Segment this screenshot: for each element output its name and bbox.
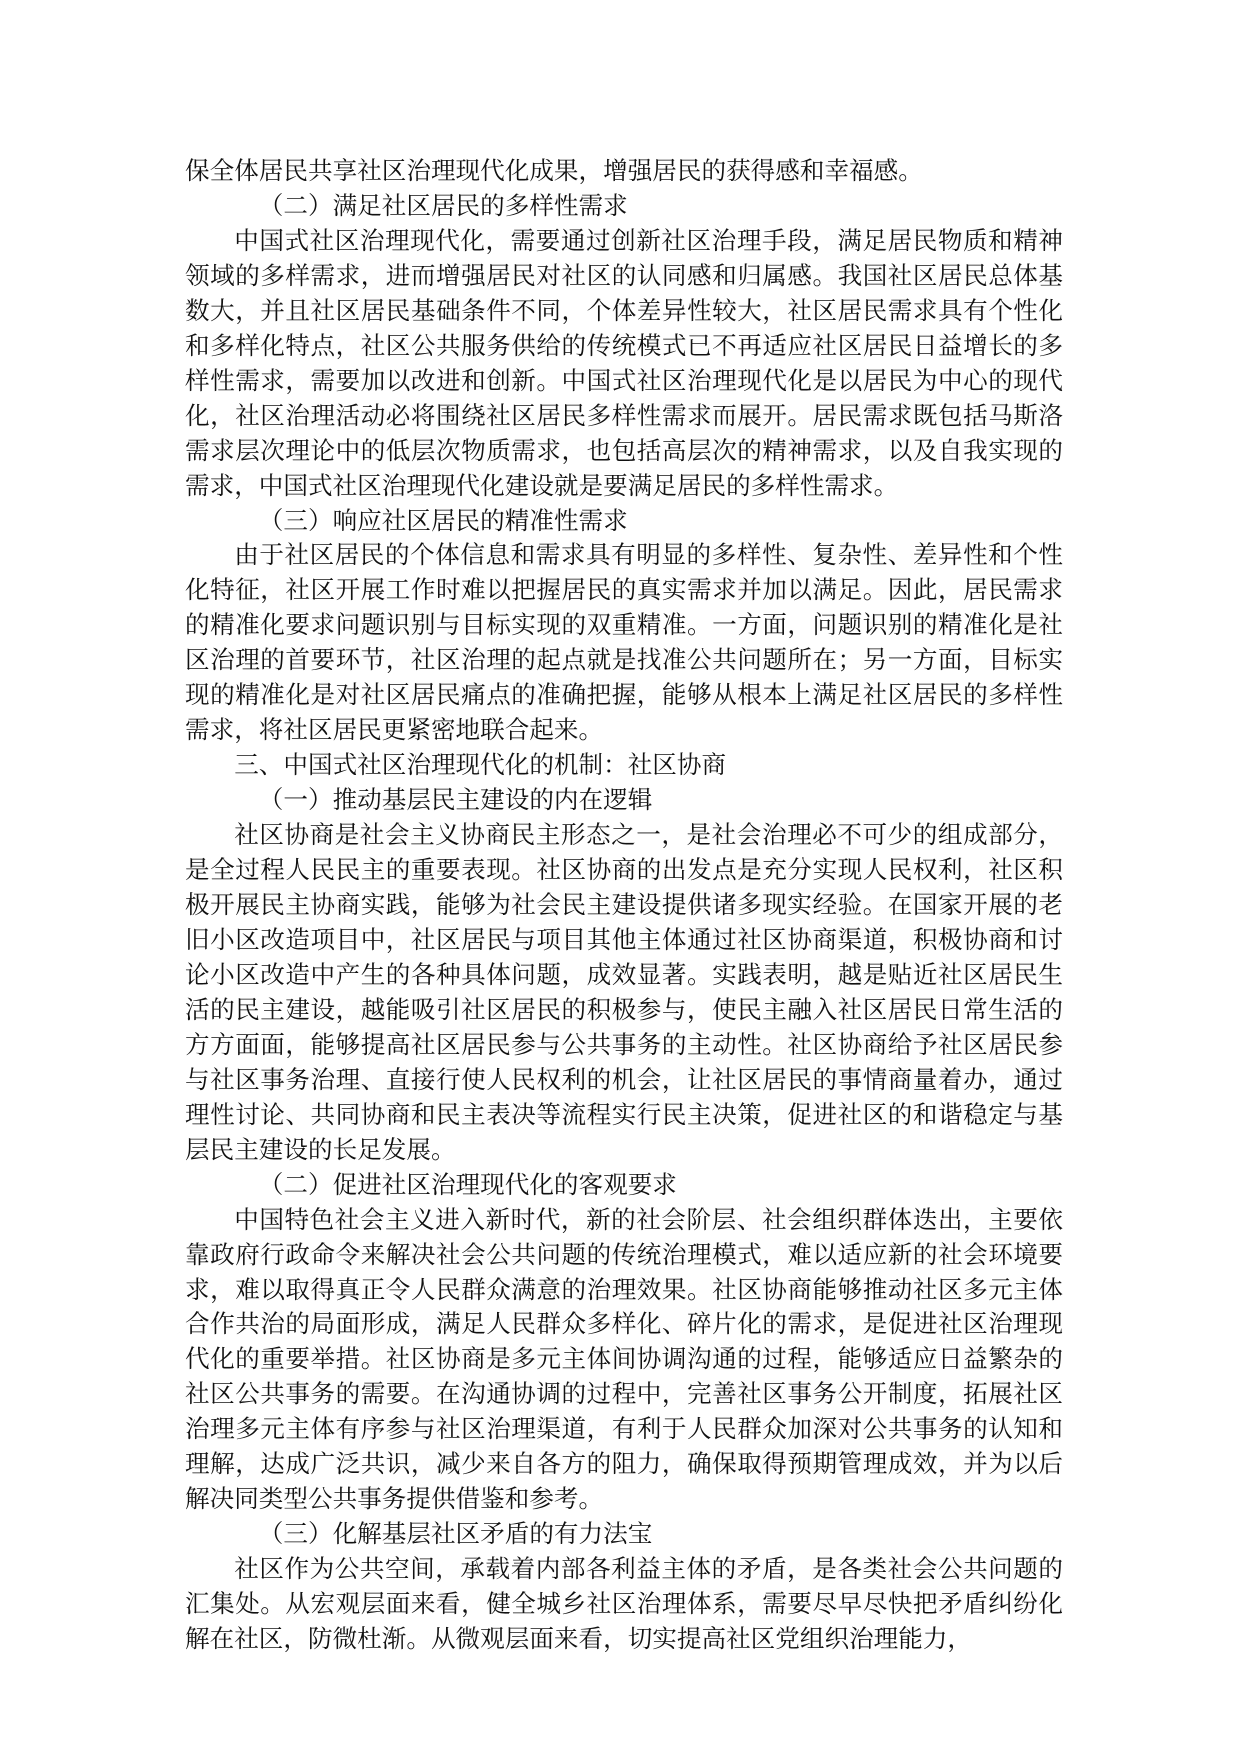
body-paragraph: 中国式社区治理现代化，需要通过创新社区治理手段，满足居民物质和精神领域的多样需求，进而增强居民对社区的认同感和归属感。我国社区居民总体基数大，并且社区居民基础条件不同，个体差异性较大，社区居民需求具有个性化和多样化特点，社区公共服务供给的传统模式已不再适应社区居民日益增长的多样性需求，需要加以改进和创新。中国式社区治理现代化是以居民为中心的现代化，社区治理活动必将围绕社区居民多样性需求而展开。居民需求既包括马斯洛需求层次理论中的低层次物质需求，也包括高层次的精神需求，以及自我实现的需求，中国式社区治理现代化建设就是要满足居民的多样性需求。 (185, 225, 1063, 500)
body-paragraph: 社区作为公共空间，承载着内部各利益主体的矛盾，是各类社会公共问题的汇集处。从宏观层面来看，健全城乡社区治理体系，需要尽早尽快把矛盾纠纷化解在社区，防微杜渐。从微观层面来看，切实提高社区党组织治理能力， (185, 1554, 1063, 1654)
section-heading-3-3: （三）化解基层社区矛盾的有力法宝 (258, 1519, 653, 1549)
section-heading-2-2: （二）满足社区居民的多样性需求 (258, 190, 628, 220)
body-paragraph: 中国特色社会主义进入新时代，新的社会阶层、社会组织群体迭出，主要依靠政府行政命令来解决社会公共问题的传统治理模式，难以适应新的社会环境要求，难以取得真正令人民群众满意的治理效果。社区协商能够推动社区多元主体合作共治的局面形成，满足人民群众多样化、碎片化的需求，是促进社区治理现代化的重要举措。社区协商是多元主体间协调沟通的过程，能够适应日益繁杂的社区公共事务的需要。在沟通协调的过程中，完善社区事务公开制度，拓展社区治理多元主体有序参与社区治理渠道，有利于人民群众加深对公共事务的认知和理解，达成广泛共识，减少来自各方的阻力，确保取得预期管理成效，并为以后解决同类型公共事务提供借鉴和参考。 (185, 1204, 1063, 1514)
continuation-paragraph: 保全体居民共享社区治理现代化成果，增强居民的获得感和幸福感。 (185, 156, 923, 185)
section-heading-3-2: （二）促进社区治理现代化的客观要求 (258, 1169, 677, 1199)
body-paragraph: 社区协商是社会主义协商民主形态之一，是社会治理必不可少的组成部分，是全过程人民民主的重要表现。社区协商的出发点是充分实现人民权利，社区积极开展民主协商实践，能够为社会民主建设提供诸多现实经验。在国家开展的老旧小区改造项目中，社区居民与项目其他主体通过社区协商渠道，积极协商和讨论小区改造中产生的各种具体问题，成效显著。实践表明，越是贴近社区居民生活的民主建设，越能吸引社区居民的积极参与，使民主融入社区居民日常生活的方方面面，能够提高社区居民参与公共事务的主动性。社区协商给予社区居民参与社区事务治理、直接行使人民权利的机会，让社区居民的事情商量着办，通过理性讨论、共同协商和民主表决等流程实行民主决策，促进社区的和谐稳定与基层民主建设的长足发展。 (185, 820, 1063, 1164)
body-paragraph: 由于社区居民的个体信息和需求具有明显的多样性、复杂性、差异性和个性化特征，社区开展工作时难以把握居民的真实需求并加以满足。因此，居民需求的精准化要求问题识别与目标实现的双重精准。一方面，问题识别的精准化是社区治理的首要环节，社区治理的起点就是找准公共问题所在；另一方面，目标实现的精准化是对社区居民痛点的准确把握，能够从根本上满足社区居民的多样性需求，将社区居民更紧密地联合起来。 (185, 540, 1063, 745)
section-heading-2-3: （三）响应社区居民的精准性需求 (258, 505, 628, 535)
section-heading-3-1: （一）推动基层民主建设的内在逻辑 (258, 785, 653, 815)
document-page (185, 154, 1063, 1657)
section-heading-3: 三、中国式社区治理现代化的机制：社区协商 (234, 750, 727, 780)
